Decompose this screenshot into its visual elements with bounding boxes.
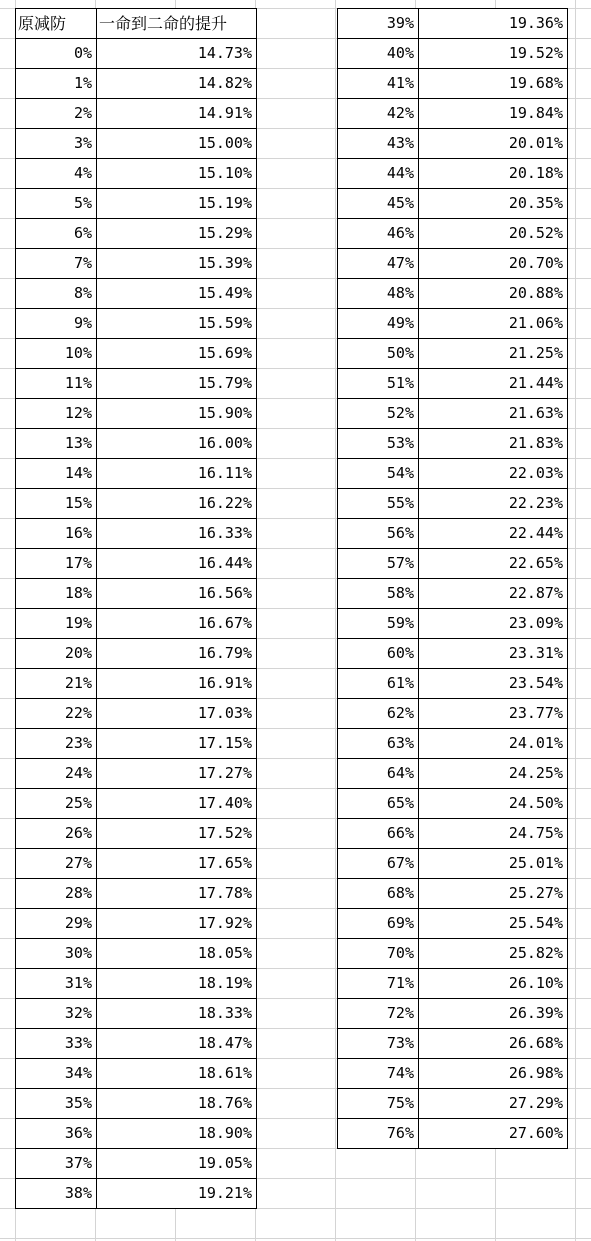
table-row	[338, 579, 568, 609]
def-reduction-cell[interactable]: 38%	[16, 1179, 97, 1209]
table-row	[338, 549, 568, 579]
increase-cell[interactable]: 16.56%	[97, 579, 257, 609]
increase-cell[interactable]: 19.68%	[419, 69, 568, 99]
increase-cell[interactable]: 19.84%	[419, 99, 568, 129]
increase-cell[interactable]: 22.65%	[419, 549, 568, 579]
header-cell-original-def-reduction[interactable]: 原减防	[16, 9, 97, 39]
table-row	[16, 1059, 257, 1089]
increase-cell[interactable]: 18.90%	[97, 1119, 257, 1149]
def-reduction-cell[interactable]: 50%	[338, 339, 419, 369]
def-reduction-cell[interactable]: 17%	[16, 549, 97, 579]
table-row	[16, 39, 257, 69]
def-reduction-cell[interactable]: 61%	[338, 669, 419, 699]
table-row	[16, 819, 257, 849]
table-row	[338, 309, 568, 339]
increase-cell[interactable]: 16.00%	[97, 429, 257, 459]
table-row	[338, 159, 568, 189]
increase-cell[interactable]: 25.01%	[419, 849, 568, 879]
def-reduction-cell[interactable]: 1%	[16, 69, 97, 99]
def-reduction-cell[interactable]: 71%	[338, 969, 419, 999]
table-row	[16, 1119, 257, 1149]
header-row	[16, 9, 257, 39]
table-row	[338, 879, 568, 909]
def-reduction-cell[interactable]: 57%	[338, 549, 419, 579]
table-row	[338, 69, 568, 99]
increase-cell[interactable]: 24.25%	[419, 759, 568, 789]
increase-cell[interactable]: 27.60%	[419, 1119, 568, 1149]
def-reduction-cell[interactable]: 74%	[338, 1059, 419, 1089]
right-data-table	[337, 8, 568, 1149]
increase-cell[interactable]: 24.75%	[419, 819, 568, 849]
table-row	[338, 219, 568, 249]
def-reduction-cell[interactable]: 18%	[16, 579, 97, 609]
table-row	[16, 879, 257, 909]
left-data-table	[15, 8, 257, 1209]
def-reduction-cell[interactable]: 56%	[338, 519, 419, 549]
table-row	[16, 939, 257, 969]
def-reduction-cell[interactable]: 49%	[338, 309, 419, 339]
increase-cell[interactable]: 18.76%	[97, 1089, 257, 1119]
def-reduction-cell[interactable]: 65%	[338, 789, 419, 819]
table-row	[338, 369, 568, 399]
increase-cell[interactable]: 20.35%	[419, 189, 568, 219]
increase-cell[interactable]: 17.92%	[97, 909, 257, 939]
def-reduction-cell[interactable]: 73%	[338, 1029, 419, 1059]
increase-cell[interactable]: 17.15%	[97, 729, 257, 759]
def-reduction-cell[interactable]: 10%	[16, 339, 97, 369]
table-row	[16, 99, 257, 129]
increase-cell[interactable]: 22.44%	[419, 519, 568, 549]
increase-cell[interactable]: 24.50%	[419, 789, 568, 819]
table-row	[16, 1179, 257, 1209]
table-row	[16, 1029, 257, 1059]
increase-cell[interactable]: 14.91%	[97, 99, 257, 129]
increase-cell[interactable]: 16.11%	[97, 459, 257, 489]
table-row	[338, 399, 568, 429]
increase-cell[interactable]: 19.36%	[419, 9, 568, 39]
def-reduction-cell[interactable]: 53%	[338, 429, 419, 459]
def-reduction-cell[interactable]: 69%	[338, 909, 419, 939]
def-reduction-cell[interactable]: 2%	[16, 99, 97, 129]
increase-cell[interactable]: 20.70%	[419, 249, 568, 279]
def-reduction-cell[interactable]: 21%	[16, 669, 97, 699]
def-reduction-cell[interactable]: 48%	[338, 279, 419, 309]
def-reduction-cell[interactable]: 34%	[16, 1059, 97, 1089]
def-reduction-cell[interactable]: 25%	[16, 789, 97, 819]
table-row	[16, 159, 257, 189]
table-row	[338, 819, 568, 849]
table-row	[16, 789, 257, 819]
def-reduction-cell[interactable]: 20%	[16, 639, 97, 669]
def-reduction-cell[interactable]: 31%	[16, 969, 97, 999]
table-row	[16, 219, 257, 249]
increase-cell[interactable]: 22.87%	[419, 579, 568, 609]
def-reduction-cell[interactable]: 52%	[338, 399, 419, 429]
increase-cell[interactable]: 15.59%	[97, 309, 257, 339]
increase-cell[interactable]: 25.82%	[419, 939, 568, 969]
increase-cell[interactable]: 17.52%	[97, 819, 257, 849]
def-reduction-cell[interactable]: 32%	[16, 999, 97, 1029]
increase-cell[interactable]: 22.03%	[419, 459, 568, 489]
table-row	[338, 129, 568, 159]
table-row	[338, 99, 568, 129]
table-row	[16, 1089, 257, 1119]
table-row	[16, 849, 257, 879]
table-row	[16, 69, 257, 99]
increase-cell[interactable]: 17.78%	[97, 879, 257, 909]
table-row	[338, 789, 568, 819]
def-reduction-cell[interactable]: 67%	[338, 849, 419, 879]
def-reduction-cell[interactable]: 51%	[338, 369, 419, 399]
increase-cell[interactable]: 23.09%	[419, 609, 568, 639]
table-row	[16, 579, 257, 609]
increase-cell[interactable]: 20.52%	[419, 219, 568, 249]
table-row	[338, 39, 568, 69]
increase-cell[interactable]: 27.29%	[419, 1089, 568, 1119]
def-reduction-cell[interactable]: 47%	[338, 249, 419, 279]
increase-cell[interactable]: 17.03%	[97, 699, 257, 729]
increase-cell[interactable]: 24.01%	[419, 729, 568, 759]
table-row	[16, 369, 257, 399]
def-reduction-cell[interactable]: 54%	[338, 459, 419, 489]
increase-cell[interactable]: 17.27%	[97, 759, 257, 789]
increase-cell[interactable]: 26.98%	[419, 1059, 568, 1089]
increase-cell[interactable]: 15.29%	[97, 219, 257, 249]
def-reduction-cell[interactable]: 63%	[338, 729, 419, 759]
table-row	[338, 729, 568, 759]
def-reduction-cell[interactable]: 19%	[16, 609, 97, 639]
table-row	[16, 1149, 257, 1179]
table-row	[338, 1029, 568, 1059]
table-row	[338, 489, 568, 519]
def-reduction-cell[interactable]: 9%	[16, 309, 97, 339]
def-reduction-cell[interactable]: 64%	[338, 759, 419, 789]
def-reduction-cell[interactable]: 14%	[16, 459, 97, 489]
table-row	[16, 969, 257, 999]
increase-cell[interactable]: 22.23%	[419, 489, 568, 519]
increase-cell[interactable]: 23.77%	[419, 699, 568, 729]
increase-cell[interactable]: 21.25%	[419, 339, 568, 369]
table-row	[16, 999, 257, 1029]
def-reduction-cell[interactable]: 12%	[16, 399, 97, 429]
def-reduction-cell[interactable]: 46%	[338, 219, 419, 249]
table-row	[16, 249, 257, 279]
increase-cell[interactable]: 20.88%	[419, 279, 568, 309]
table-row	[16, 489, 257, 519]
increase-cell[interactable]: 18.05%	[97, 939, 257, 969]
def-reduction-cell[interactable]: 68%	[338, 879, 419, 909]
def-reduction-cell[interactable]: 13%	[16, 429, 97, 459]
increase-cell[interactable]: 19.21%	[97, 1179, 257, 1209]
increase-cell[interactable]: 19.52%	[419, 39, 568, 69]
table-row	[16, 459, 257, 489]
increase-cell[interactable]: 14.73%	[97, 39, 257, 69]
table-row	[338, 909, 568, 939]
def-reduction-cell[interactable]: 24%	[16, 759, 97, 789]
def-reduction-cell[interactable]: 28%	[16, 879, 97, 909]
def-reduction-cell[interactable]: 36%	[16, 1119, 97, 1149]
table-row	[338, 339, 568, 369]
table-row	[338, 249, 568, 279]
increase-cell[interactable]: 23.31%	[419, 639, 568, 669]
def-reduction-cell[interactable]: 30%	[16, 939, 97, 969]
def-reduction-cell[interactable]: 6%	[16, 219, 97, 249]
def-reduction-cell[interactable]: 40%	[338, 39, 419, 69]
def-reduction-cell[interactable]: 45%	[338, 189, 419, 219]
table-row	[16, 729, 257, 759]
def-reduction-cell[interactable]: 3%	[16, 129, 97, 159]
increase-cell[interactable]: 16.67%	[97, 609, 257, 639]
def-reduction-cell[interactable]: 41%	[338, 69, 419, 99]
table-row	[16, 399, 257, 429]
increase-cell[interactable]: 18.33%	[97, 999, 257, 1029]
increase-cell[interactable]: 15.79%	[97, 369, 257, 399]
table-row	[338, 849, 568, 879]
table-row	[16, 129, 257, 159]
def-reduction-cell[interactable]: 35%	[16, 1089, 97, 1119]
def-reduction-cell[interactable]: 76%	[338, 1119, 419, 1149]
def-reduction-cell[interactable]: 0%	[16, 39, 97, 69]
increase-cell[interactable]: 16.44%	[97, 549, 257, 579]
table-row	[338, 759, 568, 789]
def-reduction-cell[interactable]: 55%	[338, 489, 419, 519]
def-reduction-cell[interactable]: 15%	[16, 489, 97, 519]
increase-cell[interactable]: 15.69%	[97, 339, 257, 369]
increase-cell[interactable]: 19.05%	[97, 1149, 257, 1179]
increase-cell[interactable]: 16.22%	[97, 489, 257, 519]
table-row	[338, 609, 568, 639]
increase-cell[interactable]: 26.10%	[419, 969, 568, 999]
increase-cell[interactable]: 18.19%	[97, 969, 257, 999]
def-reduction-cell[interactable]: 70%	[338, 939, 419, 969]
def-reduction-cell[interactable]: 23%	[16, 729, 97, 759]
def-reduction-cell[interactable]: 27%	[16, 849, 97, 879]
increase-cell[interactable]: 21.44%	[419, 369, 568, 399]
increase-cell[interactable]: 17.65%	[97, 849, 257, 879]
table-row	[338, 459, 568, 489]
increase-cell[interactable]: 21.06%	[419, 309, 568, 339]
table-row	[338, 969, 568, 999]
table-row	[16, 279, 257, 309]
table-row	[338, 639, 568, 669]
increase-cell[interactable]: 15.00%	[97, 129, 257, 159]
def-reduction-cell[interactable]: 7%	[16, 249, 97, 279]
table-row	[338, 1059, 568, 1089]
table-row	[16, 669, 257, 699]
def-reduction-cell[interactable]: 26%	[16, 819, 97, 849]
table-row	[338, 9, 568, 39]
def-reduction-cell[interactable]: 4%	[16, 159, 97, 189]
table-row	[16, 549, 257, 579]
increase-cell[interactable]: 20.01%	[419, 129, 568, 159]
table-row	[16, 699, 257, 729]
def-reduction-cell[interactable]: 39%	[338, 9, 419, 39]
header-cell-c1-to-c2-increase[interactable]: 一命到二命的提升	[97, 9, 257, 39]
increase-cell[interactable]: 25.27%	[419, 879, 568, 909]
increase-cell[interactable]: 15.90%	[97, 399, 257, 429]
def-reduction-cell[interactable]: 72%	[338, 999, 419, 1029]
increase-cell[interactable]: 17.40%	[97, 789, 257, 819]
def-reduction-cell[interactable]: 11%	[16, 369, 97, 399]
table-row	[16, 429, 257, 459]
def-reduction-cell[interactable]: 60%	[338, 639, 419, 669]
def-reduction-cell[interactable]: 29%	[16, 909, 97, 939]
table-row	[338, 1089, 568, 1119]
def-reduction-cell[interactable]: 42%	[338, 99, 419, 129]
table-row	[16, 639, 257, 669]
increase-cell[interactable]: 14.82%	[97, 69, 257, 99]
table-row	[338, 699, 568, 729]
increase-cell[interactable]: 16.91%	[97, 669, 257, 699]
table-row	[338, 669, 568, 699]
def-reduction-cell[interactable]: 59%	[338, 609, 419, 639]
def-reduction-cell[interactable]: 22%	[16, 699, 97, 729]
def-reduction-cell[interactable]: 58%	[338, 579, 419, 609]
increase-cell[interactable]: 15.19%	[97, 189, 257, 219]
def-reduction-cell[interactable]: 5%	[16, 189, 97, 219]
def-reduction-cell[interactable]: 33%	[16, 1029, 97, 1059]
table-row	[16, 609, 257, 639]
def-reduction-cell[interactable]: 37%	[16, 1149, 97, 1179]
table-row	[16, 759, 257, 789]
table-row	[338, 519, 568, 549]
increase-cell[interactable]: 16.33%	[97, 519, 257, 549]
table-row	[338, 999, 568, 1029]
increase-cell[interactable]: 25.54%	[419, 909, 568, 939]
increase-cell[interactable]: 15.49%	[97, 279, 257, 309]
def-reduction-cell[interactable]: 44%	[338, 159, 419, 189]
def-reduction-cell[interactable]: 75%	[338, 1089, 419, 1119]
increase-cell[interactable]: 15.10%	[97, 159, 257, 189]
table-row	[338, 939, 568, 969]
table-row	[338, 429, 568, 459]
increase-cell[interactable]: 23.54%	[419, 669, 568, 699]
def-reduction-cell[interactable]: 8%	[16, 279, 97, 309]
table-row	[16, 339, 257, 369]
increase-cell[interactable]: 18.47%	[97, 1029, 257, 1059]
increase-cell[interactable]: 15.39%	[97, 249, 257, 279]
def-reduction-cell[interactable]: 43%	[338, 129, 419, 159]
increase-cell[interactable]: 16.79%	[97, 639, 257, 669]
table-row	[338, 279, 568, 309]
def-reduction-cell[interactable]: 16%	[16, 519, 97, 549]
increase-cell[interactable]: 20.18%	[419, 159, 568, 189]
def-reduction-cell[interactable]: 62%	[338, 699, 419, 729]
increase-cell[interactable]: 26.68%	[419, 1029, 568, 1059]
increase-cell[interactable]: 21.63%	[419, 399, 568, 429]
table-row	[338, 1119, 568, 1149]
def-reduction-cell[interactable]: 66%	[338, 819, 419, 849]
increase-cell[interactable]: 26.39%	[419, 999, 568, 1029]
table-row	[16, 189, 257, 219]
table-row	[338, 189, 568, 219]
increase-cell[interactable]: 18.61%	[97, 1059, 257, 1089]
table-row	[16, 519, 257, 549]
increase-cell[interactable]: 21.83%	[419, 429, 568, 459]
table-row	[16, 309, 257, 339]
table-row	[16, 909, 257, 939]
